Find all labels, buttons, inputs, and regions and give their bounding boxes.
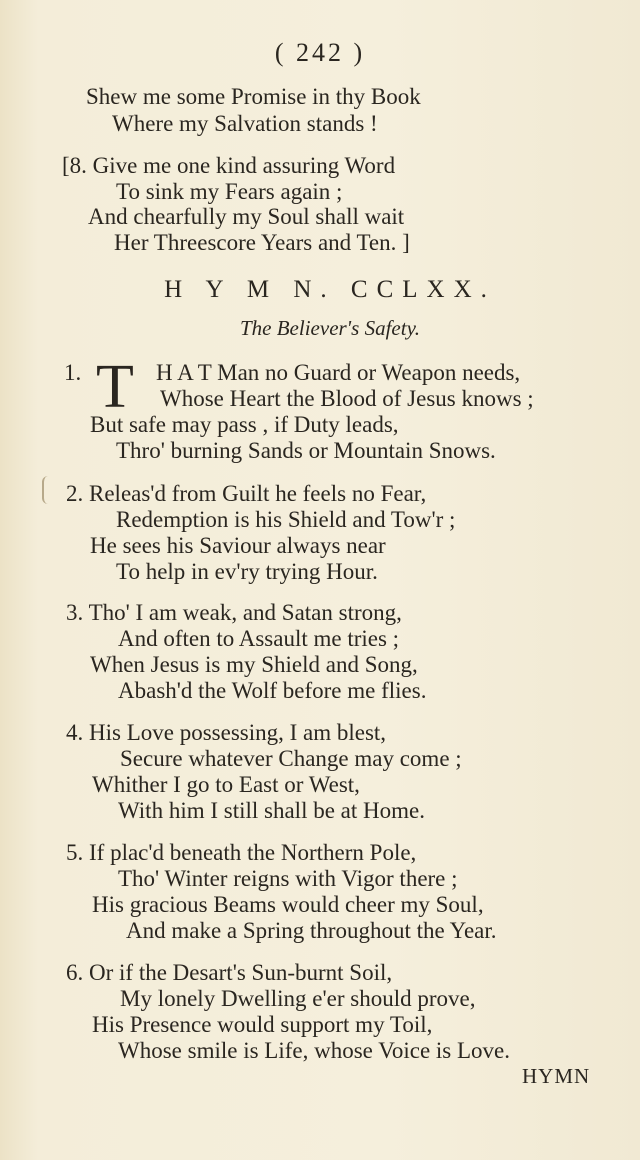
verse-line: When Jesus is my Shield and Song, [90,652,418,677]
prev-hymn-line: [8. Give me one kind assuring Word [62,153,396,178]
catchword: HYMN [522,1064,591,1088]
hymn-subtitle: The Believer's Safety. [239,316,421,340]
verse-line: Redemption is his Shield and Tow'r ; [116,507,456,532]
verse-line: H A T Man no Guard or Weapon needs, [156,360,521,385]
page-number: ( 242 ) [274,38,366,67]
verse-line: 2. Releas'd from Guilt he feels no Fear, [66,481,427,506]
verse-number: 1. [64,360,82,385]
prev-hymn-line: To sink my Fears again ; [116,179,343,204]
verse-line: Abash'd the Wolf before me flies. [118,678,427,703]
verse-line: Whose Heart the Blood of Jesus knows ; [160,386,534,411]
verse-line: His Presence would support my Toil, [92,1012,433,1037]
prev-hymn-line: Shew me some Promise in thy Book [86,84,421,109]
verse-line: To help in ev'ry trying Hour. [116,559,378,584]
verse-line: 6. Or if the Desart's Sun-burnt Soil, [66,960,393,985]
verse-line: Secure whatever Change may come ; [120,746,462,771]
verse-line: Thro' burning Sands or Mountain Snows. [116,438,496,463]
verse-line: 4. His Love possessing, I am blest, [66,720,387,745]
verse-line: And make a Spring throughout the Year. [126,918,497,943]
verse-line: Whither I go to East or West, [92,772,360,797]
prev-hymn-line: And chearfully my Soul shall wait [88,204,405,229]
hymn-title: H Y M N. CCLXX. [164,276,496,303]
page-stain [42,476,54,504]
verse-line: 3. Tho' I am weak, and Satan strong, [66,600,402,625]
verse-line: But safe may pass , if Duty leads, [90,412,399,437]
verse-line: Tho' Winter reigns with Vigor there ; [118,866,458,891]
verse-line: And often to Assault me tries ; [118,626,400,651]
verse-line: His gracious Beams would cheer my Soul, [92,892,484,917]
verse-line: 5. If plac'd beneath the Northern Pole, [66,840,417,865]
verse-line: My lonely Dwelling e'er should prove, [120,986,476,1011]
prev-hymn-line: Her Threescore Years and Ten. ] [114,230,410,255]
prev-hymn-line: Where my Salvation stands ! [112,111,378,136]
verse-line: He sees his Saviour always near [90,533,386,558]
drop-cap: T [96,353,134,421]
verse-line: Whose smile is Life, whose Voice is Love. [118,1038,510,1063]
verse-line: With him I still shall be at Home. [118,798,425,823]
